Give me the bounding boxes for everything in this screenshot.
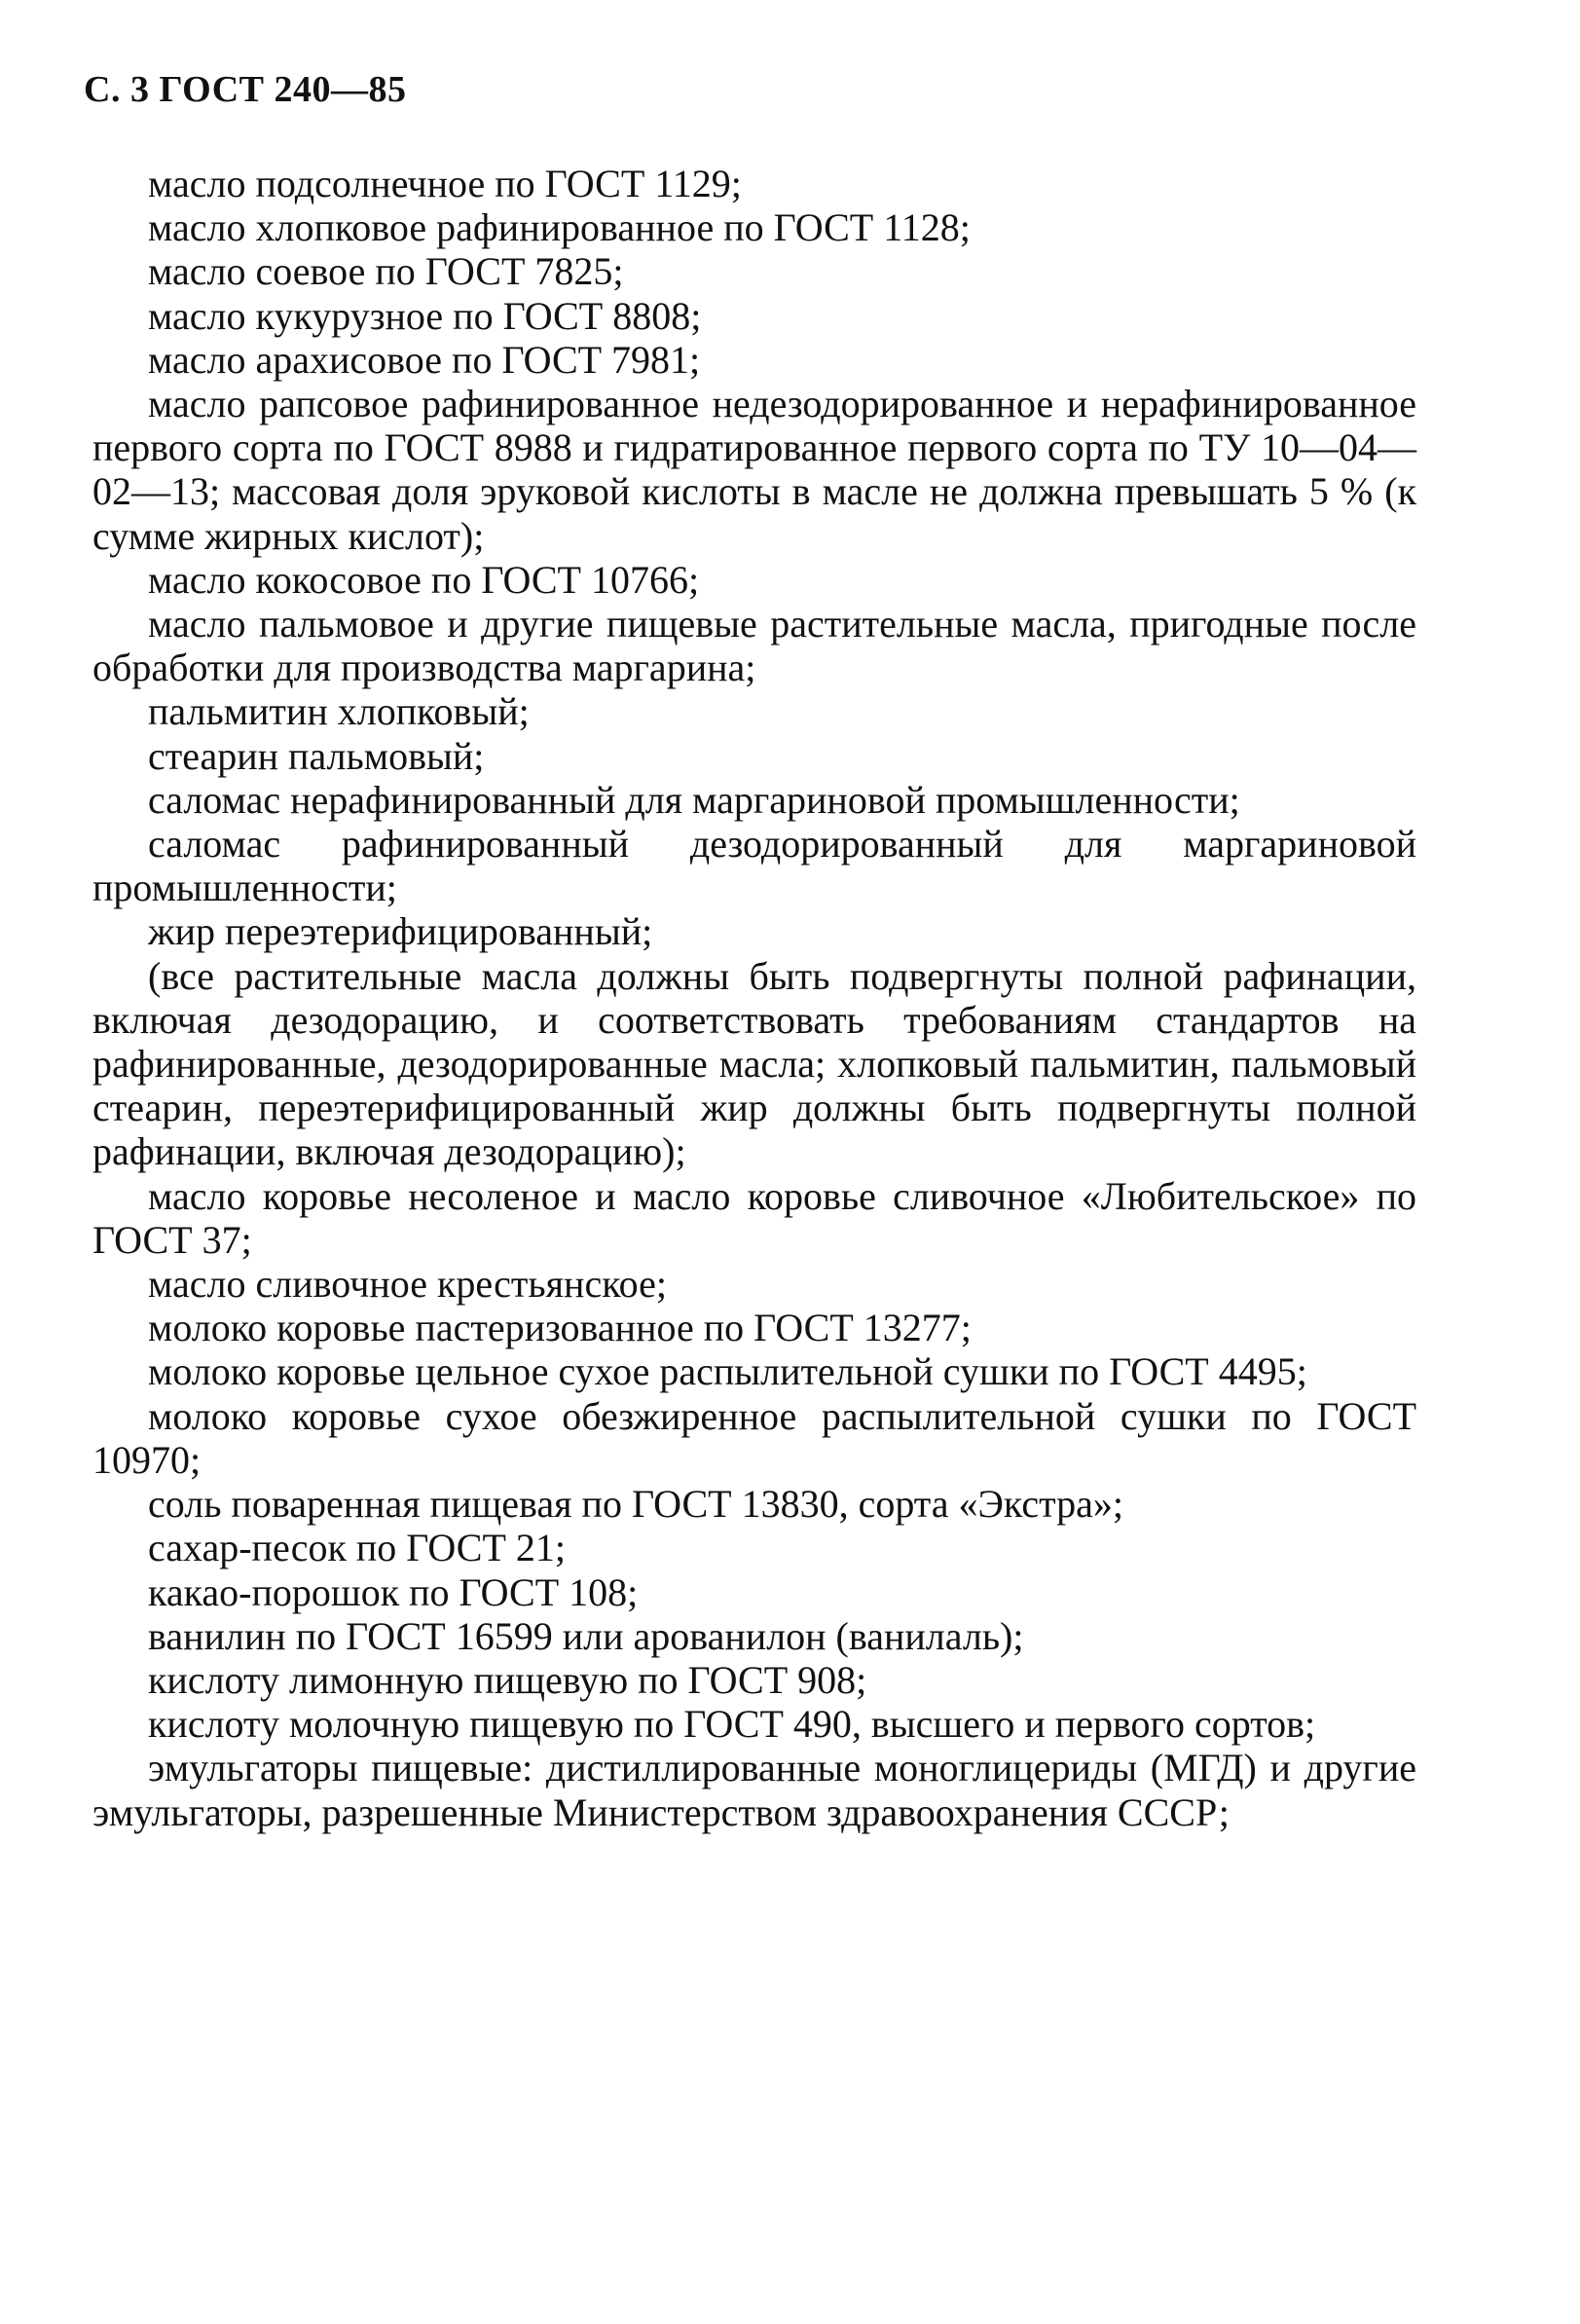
list-item: саломас рафинированный дезодорированный для маргариновой промышленности; bbox=[92, 822, 1416, 910]
list-item: масло хлопковое рафинированное по ГОСТ 1128; bbox=[148, 205, 971, 250]
list-item: масло кукурузное по ГОСТ 8808; bbox=[148, 293, 702, 338]
ingredient-list bbox=[92, 162, 1416, 1834]
list-item: саломас нерафинированный для маргариновой промышленности; bbox=[148, 777, 1240, 822]
list-item: молоко коровье сухое обезжиренное распылительной сушки по ГОСТ 10970; bbox=[92, 1393, 1416, 1482]
list-item: стеарин пальмовый; bbox=[148, 733, 485, 778]
list-item: масло кокосовое по ГОСТ 10766; bbox=[148, 557, 700, 602]
list-item: какао-порошок по ГОСТ 108; bbox=[148, 1569, 639, 1614]
list-item: масло рапсовое рафинированное недезодорированное и нерафинированное первого сорта по ГОСТ 8988 и гидратированное первого сорта по ТУ 10—04—02—13; массовая доля эруковой кислоты в масле не должна превышать 5 % (к сумме жирных кислот); bbox=[92, 382, 1416, 558]
list-item: масло подсолнечное по ГОСТ 1129; bbox=[148, 162, 742, 205]
page-header: С. 3 ГОСТ 240—85 bbox=[84, 69, 407, 110]
list-item: масло соевое по ГОСТ 7825; bbox=[148, 249, 624, 294]
list-item: (все растительные масла должны быть подвергнуты полной рафинации, включая дезодорацию, и соответствовать требованиям стандартов на рафинированные, дезодорированные масла; хлопковый пальмитин, пальмовый стеарин, переэтерифицированный жир должны быть подвергнуты полной рафинации, включая дезодорацию); bbox=[92, 953, 1416, 1174]
list-item: кислоту лимонную пищевую по ГОСТ 908; bbox=[148, 1657, 867, 1702]
list-item: молоко коровье цельное сухое распылительной сушки по ГОСТ 4495; bbox=[148, 1349, 1307, 1394]
list-item: кислоту молочную пищевую по ГОСТ 490, высшего и первого сортов; bbox=[148, 1702, 1316, 1747]
list-item: масло коровье несоленое и масло коровье сливочное «Любительское» по ГОСТ 37; bbox=[92, 1173, 1416, 1262]
list-item: масло арахисовое по ГОСТ 7981; bbox=[148, 337, 701, 382]
list-item: пальмитин хлопковый; bbox=[148, 689, 530, 734]
list-item: масло пальмовое и другие пищевые растительные масла, пригодные после обработки для производства маргарина; bbox=[92, 602, 1416, 690]
list-item: масло сливочное крестьянское; bbox=[148, 1262, 667, 1307]
list-item: эмульгаторы пищевые: дистиллированные моноглицериды (МГД) и другие эмульгаторы, разрешенные Министерством здравоохранения СССР; bbox=[92, 1746, 1416, 1834]
list-item: соль поваренная пищевая по ГОСТ 13830, сорта «Экстра»; bbox=[148, 1482, 1123, 1527]
list-item: жир переэтерифицированный; bbox=[148, 909, 653, 954]
list-item: сахар-песок по ГОСТ 21; bbox=[148, 1526, 567, 1570]
list-item: ванилин по ГОСТ 16599 или арованилон (ванилаль); bbox=[148, 1613, 1024, 1658]
list-item: молоко коровье пастеризованное по ГОСТ 13277; bbox=[148, 1306, 972, 1350]
